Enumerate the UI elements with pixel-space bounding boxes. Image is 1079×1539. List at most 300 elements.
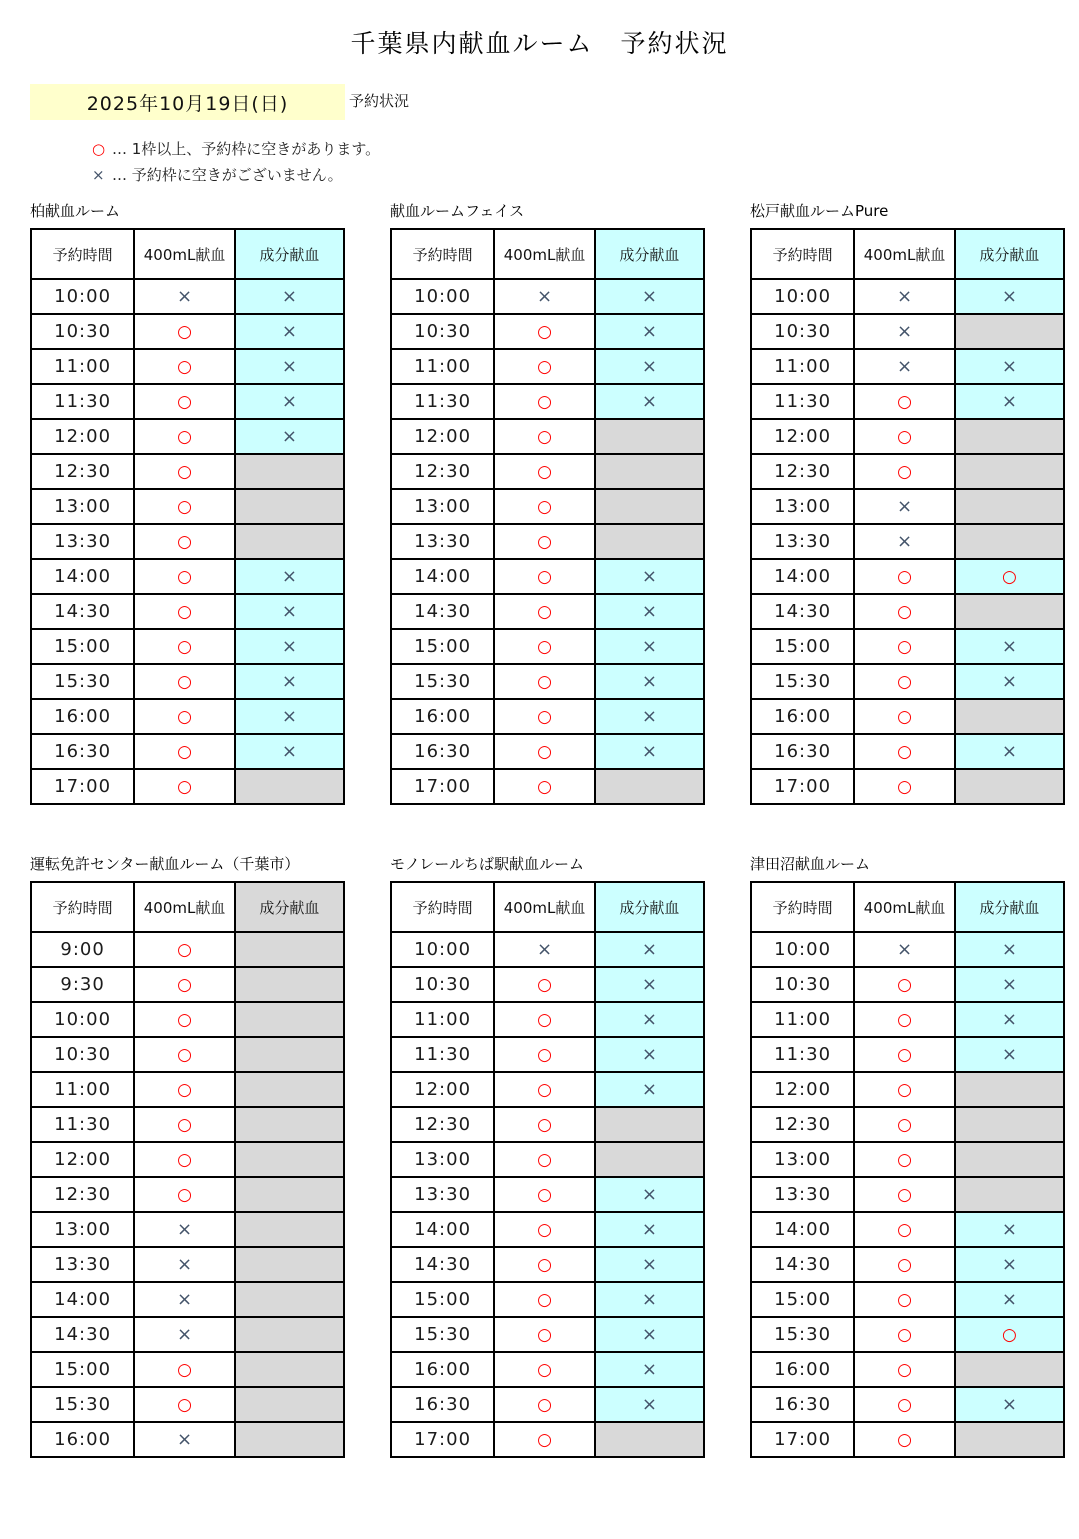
table-row: [751, 734, 1064, 769]
component-status-cell: [235, 349, 344, 384]
time-cell: 12:00: [391, 419, 494, 454]
400ml-status-cell: [134, 489, 235, 524]
cross-icon: ×: [1001, 391, 1017, 412]
table-row: [391, 664, 704, 699]
table-row: [751, 664, 1064, 699]
time-cell: 14:30: [751, 1247, 854, 1282]
400ml-status-cell: [494, 314, 595, 349]
table-row: [391, 1247, 704, 1282]
component-status-cell: [955, 1387, 1064, 1422]
circle-icon: ○: [537, 1429, 552, 1450]
time-cell: 10:00: [751, 932, 854, 967]
cross-icon: ×: [641, 566, 657, 587]
circle-icon: ○: [177, 1359, 192, 1380]
time-cell: 12:30: [391, 1107, 494, 1142]
table-row: [391, 1282, 704, 1317]
component-status-cell: [955, 1212, 1064, 1247]
circle-icon: ○: [537, 1359, 552, 1380]
circle-icon: ○: [177, 776, 192, 797]
400ml-status-cell: [134, 524, 235, 559]
circle-icon: ○: [897, 566, 912, 587]
time-cell: 9:30: [31, 967, 134, 1002]
circle-icon: ○: [537, 1079, 552, 1100]
circle-icon: ○: [897, 601, 912, 622]
cross-icon: ×: [1001, 939, 1017, 960]
cross-icon: ×: [281, 356, 297, 377]
circle-icon: ○: [897, 391, 912, 412]
400ml-status-cell: [494, 1212, 595, 1247]
400ml-status-cell: [494, 1072, 595, 1107]
circle-icon: ○: [537, 426, 552, 447]
400ml-status-cell: [854, 932, 955, 967]
table-matsudo-pure: [750, 200, 1065, 805]
400ml-status-cell: [854, 419, 955, 454]
time-cell: 12:30: [31, 454, 134, 489]
400ml-status-cell: [134, 1142, 235, 1177]
cross-icon: ×: [1001, 636, 1017, 657]
component-status-cell: [955, 1317, 1064, 1352]
table-row: [31, 1002, 344, 1037]
cross-icon: ×: [1001, 671, 1017, 692]
component-status-cell: [235, 664, 344, 699]
time-cell: 13:00: [391, 1142, 494, 1177]
cross-icon: ×: [176, 1429, 193, 1450]
400ml-status-cell: [854, 559, 955, 594]
component-status-cell: [595, 734, 704, 769]
component-status-cell: [595, 1352, 704, 1387]
400ml-status-cell: [134, 349, 235, 384]
circle-icon: ○: [177, 741, 192, 762]
400ml-status-cell: [854, 1037, 955, 1072]
table-row: [391, 384, 704, 419]
component-status-cell: [235, 314, 344, 349]
component-status-cell: [955, 1352, 1064, 1387]
circle-icon: ○: [177, 974, 192, 995]
component-status-cell: [955, 454, 1064, 489]
cross-icon: ×: [641, 671, 657, 692]
cross-icon: ×: [281, 566, 297, 587]
table-row: [391, 419, 704, 454]
page-title: 千葉県内献血ルーム 予約状況: [350, 29, 729, 58]
column-header: 400mL献血: [134, 882, 235, 932]
column-header: 成分献血: [235, 229, 344, 279]
table-row: [31, 349, 344, 384]
time-cell: 16:30: [31, 734, 134, 769]
circle-icon: ○: [177, 1114, 192, 1135]
400ml-status-cell: [494, 629, 595, 664]
400ml-status-cell: [854, 769, 955, 804]
table-row: [31, 1247, 344, 1282]
cross-icon: ×: [1001, 974, 1017, 995]
table-row: [391, 314, 704, 349]
time-cell: 13:00: [391, 489, 494, 524]
circle-icon: ○: [537, 1149, 552, 1170]
component-status-cell: [595, 384, 704, 419]
table-row: [751, 1352, 1064, 1387]
time-cell: 16:00: [31, 1422, 134, 1457]
400ml-status-cell: [134, 1212, 235, 1247]
table-row: [391, 629, 704, 664]
time-cell: 16:00: [751, 1352, 854, 1387]
circle-icon: ○: [537, 1324, 552, 1345]
cross-icon: ×: [641, 1289, 657, 1310]
column-header: 予約時間: [751, 882, 854, 932]
400ml-status-cell: [494, 524, 595, 559]
circle-icon: ○: [177, 1044, 192, 1065]
400ml-status-cell: [854, 314, 955, 349]
400ml-status-cell: [854, 1352, 955, 1387]
table-row: [751, 1072, 1064, 1107]
table-row: [391, 559, 704, 594]
circle-icon: ○: [897, 1219, 912, 1240]
cross-icon: ×: [896, 286, 913, 307]
400ml-status-cell: [854, 967, 955, 1002]
circle-icon: ○: [177, 1079, 192, 1100]
cross-icon: ×: [176, 1289, 193, 1310]
column-header: 400mL献血: [854, 229, 955, 279]
table-row: [391, 1422, 704, 1457]
time-cell: 11:00: [391, 1002, 494, 1037]
time-cell: 14:30: [31, 1317, 134, 1352]
legend-unavailable: [92, 162, 1079, 188]
component-status-cell: [955, 932, 1064, 967]
component-status-cell: [955, 967, 1064, 1002]
circle-icon: ○: [537, 356, 552, 377]
400ml-status-cell: [854, 1002, 955, 1037]
table-row: [751, 932, 1064, 967]
table-row: [31, 1037, 344, 1072]
circle-icon: ○: [897, 1289, 912, 1310]
circle-icon: ○: [897, 1429, 912, 1450]
400ml-status-cell: [494, 1142, 595, 1177]
table-row: [391, 1352, 704, 1387]
cross-icon: ×: [896, 531, 913, 552]
time-cell: 10:30: [751, 314, 854, 349]
400ml-status-cell: [854, 664, 955, 699]
circle-icon: ○: [177, 1009, 192, 1030]
time-cell: 14:00: [751, 1212, 854, 1247]
date-row: [30, 84, 1079, 120]
circle-icon: ○: [177, 531, 192, 552]
time-cell: 14:00: [31, 559, 134, 594]
component-status-cell: [955, 524, 1064, 559]
400ml-status-cell: [854, 384, 955, 419]
time-cell: 12:00: [751, 419, 854, 454]
time-cell: 15:30: [751, 664, 854, 699]
400ml-status-cell: [494, 664, 595, 699]
table-row: [391, 594, 704, 629]
time-cell: 10:30: [31, 314, 134, 349]
table-row: [391, 932, 704, 967]
circle-icon: ○: [897, 671, 912, 692]
table-row: [751, 594, 1064, 629]
table-row: [31, 524, 344, 559]
circle-icon: ○: [897, 1009, 912, 1030]
component-status-cell: [595, 769, 704, 804]
400ml-status-cell: [494, 1037, 595, 1072]
time-cell: 11:00: [751, 349, 854, 384]
cross-icon: ×: [1001, 286, 1017, 307]
400ml-status-cell: [494, 932, 595, 967]
column-header: 予約時間: [391, 229, 494, 279]
component-status-cell: [235, 734, 344, 769]
table-row: [31, 1142, 344, 1177]
table-kashiwa: [30, 200, 345, 805]
circle-icon: ○: [177, 1394, 192, 1415]
table-row: [31, 1352, 344, 1387]
component-status-cell: [235, 594, 344, 629]
circle-icon: ○: [537, 531, 552, 552]
component-status-cell: [595, 1002, 704, 1037]
component-status-cell: [235, 1142, 344, 1177]
circle-icon: ○: [897, 1254, 912, 1275]
table-row: [391, 524, 704, 559]
time-cell: 17:00: [391, 1422, 494, 1457]
table-row: [751, 384, 1064, 419]
400ml-status-cell: [134, 559, 235, 594]
circle-icon: ○: [897, 1149, 912, 1170]
400ml-status-cell: [854, 699, 955, 734]
400ml-status-cell: [494, 1317, 595, 1352]
circle-icon: ○: [537, 1289, 552, 1310]
component-status-cell: [235, 1387, 344, 1422]
time-cell: 16:00: [391, 1352, 494, 1387]
400ml-status-cell: [854, 1317, 955, 1352]
cross-icon: ×: [641, 1394, 657, 1415]
circle-icon: ○: [177, 461, 192, 482]
component-status-cell: [955, 384, 1064, 419]
column-header: 予約時間: [31, 229, 134, 279]
cross-icon: ×: [281, 741, 297, 762]
time-cell: 13:00: [751, 489, 854, 524]
component-status-cell: [595, 932, 704, 967]
circle-icon: ○: [177, 321, 192, 342]
column-header: 予約時間: [751, 229, 854, 279]
table-row: [751, 454, 1064, 489]
time-cell: 15:00: [391, 1282, 494, 1317]
time-cell: 10:30: [31, 1037, 134, 1072]
component-status-cell: [955, 559, 1064, 594]
component-status-cell: [595, 489, 704, 524]
400ml-status-cell: [134, 1387, 235, 1422]
reservation-table: [390, 228, 705, 805]
component-status-cell: [595, 279, 704, 314]
table-row: [751, 314, 1064, 349]
circle-icon: ○: [537, 776, 552, 797]
table-row: [31, 1387, 344, 1422]
component-status-cell: [595, 1212, 704, 1247]
table-row: [31, 314, 344, 349]
table-title: 津田沼献血ルーム: [750, 855, 871, 873]
component-status-cell: [235, 1212, 344, 1247]
table-row: [31, 1072, 344, 1107]
400ml-status-cell: [494, 489, 595, 524]
circle-icon: ○: [177, 496, 192, 517]
cross-icon: ×: [641, 601, 657, 622]
time-cell: 11:30: [31, 384, 134, 419]
400ml-status-cell: [854, 1282, 955, 1317]
400ml-status-cell: [134, 1247, 235, 1282]
column-header: 成分献血: [955, 882, 1064, 932]
400ml-status-cell: [134, 1352, 235, 1387]
component-status-cell: [235, 629, 344, 664]
time-cell: 13:30: [391, 1177, 494, 1212]
table-row: [31, 594, 344, 629]
component-status-cell: [235, 454, 344, 489]
component-status-cell: [955, 1142, 1064, 1177]
cross-icon: ×: [281, 286, 297, 307]
circle-icon: ○: [897, 1184, 912, 1205]
time-cell: 12:30: [751, 1107, 854, 1142]
reservation-table: [30, 881, 345, 1458]
table-license-center: [30, 853, 345, 1458]
cross-icon: ×: [641, 939, 657, 960]
circle-icon: ○: [537, 1009, 552, 1030]
time-cell: 17:00: [751, 769, 854, 804]
400ml-status-cell: [134, 734, 235, 769]
component-status-cell: [955, 314, 1064, 349]
reservation-table: [390, 881, 705, 1458]
time-cell: 11:00: [391, 349, 494, 384]
time-cell: 10:00: [31, 279, 134, 314]
column-header: 予約時間: [391, 882, 494, 932]
circle-icon: ○: [897, 1359, 912, 1380]
table-row: [391, 349, 704, 384]
reservation-table: [750, 881, 1065, 1458]
table-row: [391, 699, 704, 734]
time-cell: 15:00: [31, 1352, 134, 1387]
component-status-cell: [235, 1422, 344, 1457]
time-cell: 10:00: [31, 1002, 134, 1037]
table-monorail-chiba: [390, 853, 705, 1458]
table-row: [391, 1037, 704, 1072]
component-status-cell: [235, 769, 344, 804]
table-row: [391, 734, 704, 769]
table-row: [751, 1212, 1064, 1247]
time-cell: 12:00: [31, 1142, 134, 1177]
time-cell: 14:00: [751, 559, 854, 594]
time-cell: 14:00: [391, 1212, 494, 1247]
component-status-cell: [235, 1037, 344, 1072]
column-header: 400mL献血: [854, 882, 955, 932]
circle-icon: ○: [177, 356, 192, 377]
cross-icon: ×: [641, 974, 657, 995]
table-title: 柏献血ルーム: [30, 202, 121, 220]
component-status-cell: [955, 1037, 1064, 1072]
time-cell: 15:00: [391, 629, 494, 664]
time-cell: 14:30: [391, 594, 494, 629]
cross-icon: ×: [1001, 1289, 1017, 1310]
component-status-cell: [595, 594, 704, 629]
cross-icon: ×: [641, 1254, 657, 1275]
time-cell: 13:30: [751, 524, 854, 559]
cross-icon: ×: [176, 1324, 193, 1345]
time-cell: 12:30: [391, 454, 494, 489]
circle-icon: ○: [177, 636, 192, 657]
400ml-status-cell: [494, 1002, 595, 1037]
table-row: [751, 629, 1064, 664]
time-cell: 11:00: [31, 1072, 134, 1107]
time-cell: 12:30: [751, 454, 854, 489]
component-status-cell: [235, 1247, 344, 1282]
table-row: [751, 699, 1064, 734]
time-cell: 15:30: [751, 1317, 854, 1352]
400ml-status-cell: [134, 1037, 235, 1072]
time-cell: 17:00: [751, 1422, 854, 1457]
table-row: [31, 734, 344, 769]
400ml-status-cell: [134, 932, 235, 967]
time-cell: 16:30: [391, 1387, 494, 1422]
400ml-status-cell: [854, 454, 955, 489]
400ml-status-cell: [494, 559, 595, 594]
400ml-status-cell: [134, 384, 235, 419]
circle-icon: ○: [537, 496, 552, 517]
cross-icon: ×: [1001, 741, 1017, 762]
table-row: [31, 769, 344, 804]
component-status-cell: [595, 559, 704, 594]
circle-icon: ○: [897, 1079, 912, 1100]
table-row: [391, 279, 704, 314]
table-row: [751, 1037, 1064, 1072]
table-row: [31, 1422, 344, 1457]
time-cell: 16:30: [751, 734, 854, 769]
component-status-cell: [595, 1107, 704, 1142]
400ml-status-cell: [494, 967, 595, 1002]
400ml-status-cell: [854, 1107, 955, 1142]
time-cell: 12:00: [391, 1072, 494, 1107]
400ml-status-cell: [494, 1352, 595, 1387]
table-row: [391, 489, 704, 524]
time-cell: 11:30: [31, 1107, 134, 1142]
component-status-cell: [235, 1107, 344, 1142]
400ml-status-cell: [494, 279, 595, 314]
component-status-cell: [235, 699, 344, 734]
cross-icon: ×: [1001, 356, 1017, 377]
cross-icon: ×: [1001, 1044, 1017, 1065]
time-cell: 12:00: [31, 419, 134, 454]
component-status-cell: [955, 1177, 1064, 1212]
circle-icon: ○: [897, 1114, 912, 1135]
table-row: [391, 1212, 704, 1247]
cross-icon: ×: [281, 601, 297, 622]
cross-icon: ×: [641, 636, 657, 657]
400ml-status-cell: [134, 699, 235, 734]
column-header: 成分献血: [235, 882, 344, 932]
component-status-cell: [595, 419, 704, 454]
component-status-cell: [235, 524, 344, 559]
component-status-cell: [595, 1037, 704, 1072]
component-status-cell: [235, 1177, 344, 1212]
time-cell: 14:00: [391, 559, 494, 594]
400ml-status-cell: [134, 1002, 235, 1037]
table-row: [31, 967, 344, 1002]
time-cell: 13:00: [751, 1142, 854, 1177]
component-status-cell: [955, 1002, 1064, 1037]
400ml-status-cell: [134, 1072, 235, 1107]
time-cell: 10:00: [391, 932, 494, 967]
cross-icon: ×: [641, 356, 657, 377]
400ml-status-cell: [854, 1247, 955, 1282]
table-title: 献血ルームフェイス: [390, 202, 525, 220]
circle-icon: ○: [897, 974, 912, 995]
400ml-status-cell: [134, 1107, 235, 1142]
400ml-status-cell: [134, 1422, 235, 1457]
time-cell: 9:00: [31, 932, 134, 967]
circle-icon: ○: [897, 461, 912, 482]
cross-icon: ×: [896, 939, 913, 960]
reservation-table: [750, 228, 1065, 805]
time-cell: 13:30: [391, 524, 494, 559]
